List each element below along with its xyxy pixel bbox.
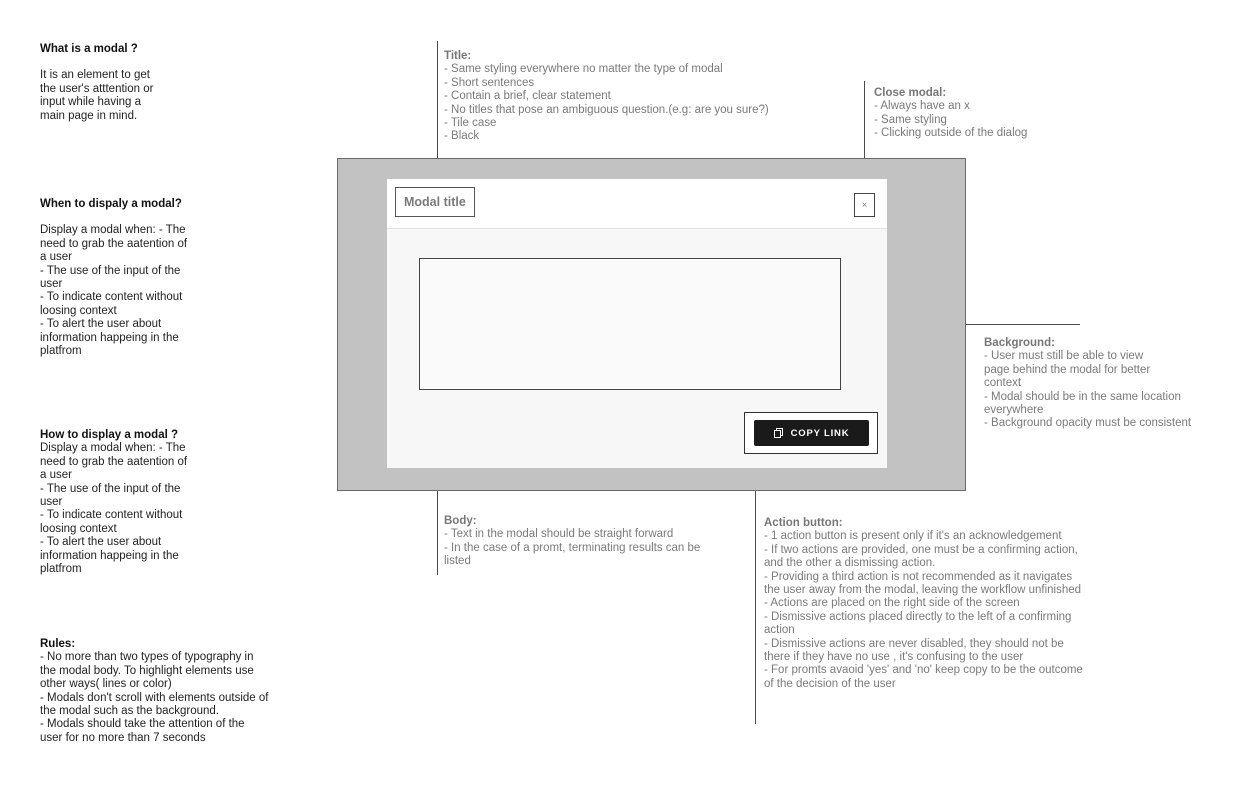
rules-section: [40, 638, 305, 745]
text-line: - Short sentences: [444, 76, 535, 89]
text-line: context: [984, 377, 1022, 390]
background-annotation: [984, 337, 1224, 430]
text-line: action: [764, 624, 795, 637]
text-line: information happeing in the: [40, 549, 179, 562]
text-line: - Contain a brief, clear statement: [444, 90, 611, 103]
close-icon: ×: [861, 199, 868, 211]
action-annotation: [764, 517, 1134, 691]
text-line: - If two actions are provided, one must be a confirming action,: [764, 543, 1078, 556]
text-line: - Clicking outside of the dialog: [874, 127, 1028, 140]
text-line: - Text in the modal should be straight forward: [444, 528, 674, 541]
text-line: platfrom: [40, 345, 82, 358]
modal-dialog: [387, 179, 887, 468]
when-to-display-section: [40, 198, 215, 358]
text-line: input while having a: [40, 96, 142, 109]
text-line: - Actions are placed on the right side of the screen: [764, 597, 1020, 610]
how-to-display-text: [40, 442, 215, 576]
text-line: - Modals don't scroll with elements outside of: [40, 691, 269, 704]
text-line: the user away from the modal, leaving the workflow unfinished: [764, 584, 1082, 597]
copy-link-button[interactable]: [754, 420, 869, 446]
text-line: - Same styling: [874, 113, 947, 126]
text-line: Display a modal when: - The: [40, 224, 186, 237]
action-connector-line: [755, 454, 756, 724]
how-to-display-section: [40, 429, 215, 576]
text-line: - The use of the input of the: [40, 482, 181, 495]
when-to-display-heading: When to dispaly a modal?: [40, 198, 182, 210]
background-annotation-text: [984, 350, 1224, 430]
modal-body: [419, 258, 841, 390]
close-annotation-heading: Close modal:: [874, 87, 947, 99]
text-line: - Modals should take the attention of the: [40, 718, 245, 731]
how-to-display-heading: How to display a modal ?: [40, 429, 179, 441]
text-line: - Tile case: [444, 117, 497, 130]
title-annotation-text: [444, 63, 824, 143]
text-line: user for no more than 7 seconds: [40, 731, 206, 744]
title-annotation-heading: Title:: [444, 50, 472, 62]
text-line: - No titles that pose an ambiguous question.(e.g: are you sure?): [444, 103, 769, 116]
close-annotation: [874, 87, 1074, 141]
text-line: the user's atttention or: [40, 82, 154, 95]
action-button-frame: [744, 412, 878, 454]
text-line: - To indicate content without: [40, 509, 183, 522]
text-line: other ways( lines or color): [40, 678, 172, 691]
text-line: everywhere: [984, 404, 1044, 417]
what-is-modal-heading: What is a modal ?: [40, 43, 138, 55]
text-line: - To alert the user about: [40, 536, 162, 549]
text-line: page behind the modal for better: [984, 363, 1151, 376]
text-line: a user: [40, 469, 72, 482]
modal-title: Modal title: [395, 187, 475, 217]
text-line: - User must still be able to view: [984, 350, 1144, 363]
text-line: the modal body. To highlight elements use: [40, 664, 254, 677]
text-line: - Dismissive actions are never disabled, they should not be: [764, 637, 1064, 650]
text-line: user: [40, 278, 63, 291]
text-line: - Dismissive actions placed directly to the left of a confirming: [764, 610, 1072, 623]
body-annotation-heading: Body:: [444, 515, 477, 527]
text-line: listed: [444, 555, 471, 568]
text-line: a user: [40, 251, 72, 264]
text-line: loosing context: [40, 304, 117, 317]
text-line: - The use of the input of the: [40, 264, 181, 277]
what-is-modal-section: [40, 43, 210, 123]
copy-link-label: COPY LINK: [790, 427, 850, 439]
text-line: - 1 action button is present only if it's an acknowledgement: [764, 530, 1062, 543]
text-line: - No more than two types of typography in: [40, 651, 254, 664]
text-line: Display a modal when: - The: [40, 442, 186, 455]
background-annotation-heading: Background:: [984, 337, 1055, 349]
action-annotation-text: [764, 530, 1134, 691]
text-line: information happeing in the: [40, 331, 179, 344]
text-line: - Providing a third action is not recommended as it navigates: [764, 570, 1073, 583]
modal-header: [387, 179, 887, 229]
text-line: - Always have an x: [874, 100, 970, 113]
close-annotation-text: [874, 100, 1074, 140]
text-line: - To alert the user about: [40, 318, 162, 331]
text-line: the modal such as the background.: [40, 705, 220, 718]
text-line: and the other a dismissing action.: [764, 557, 936, 570]
text-line: user: [40, 496, 63, 509]
text-line: - Same styling everywhere no matter the type of modal: [444, 63, 723, 76]
copy-icon: [774, 428, 783, 438]
text-line: - Modal should be in the same location: [984, 390, 1181, 403]
text-line: of the decision of the user: [764, 677, 896, 690]
body-annotation: [444, 515, 744, 569]
text-line: - For promts avaoid 'yes' and 'no' keep copy to be the outcome: [764, 664, 1083, 677]
title-annotation: [444, 50, 824, 144]
text-line: main page in mind.: [40, 109, 138, 122]
text-line: - In the case of a promt, terminating results can be: [444, 541, 701, 554]
close-button[interactable]: [854, 193, 875, 217]
when-to-display-text: [40, 224, 215, 358]
text-line: need to grab the aatention of: [40, 455, 188, 468]
rules-text: [40, 651, 305, 745]
body-annotation-text: [444, 528, 744, 568]
text-line: It is an element to get: [40, 69, 150, 82]
rules-heading: Rules:: [40, 638, 76, 650]
text-line: platfrom: [40, 563, 82, 576]
background-connector-line: [966, 324, 1080, 325]
action-annotation-heading: Action button:: [764, 517, 843, 529]
text-line: loosing context: [40, 522, 117, 535]
text-line: - Black: [444, 130, 480, 143]
text-line: - Background opacity must be consistent: [984, 417, 1192, 430]
text-line: there if they have no use , it's confusing to the user: [764, 651, 1024, 664]
text-line: - To indicate content without: [40, 291, 183, 304]
what-is-modal-text: [40, 69, 210, 123]
text-line: need to grab the aatention of: [40, 237, 188, 250]
